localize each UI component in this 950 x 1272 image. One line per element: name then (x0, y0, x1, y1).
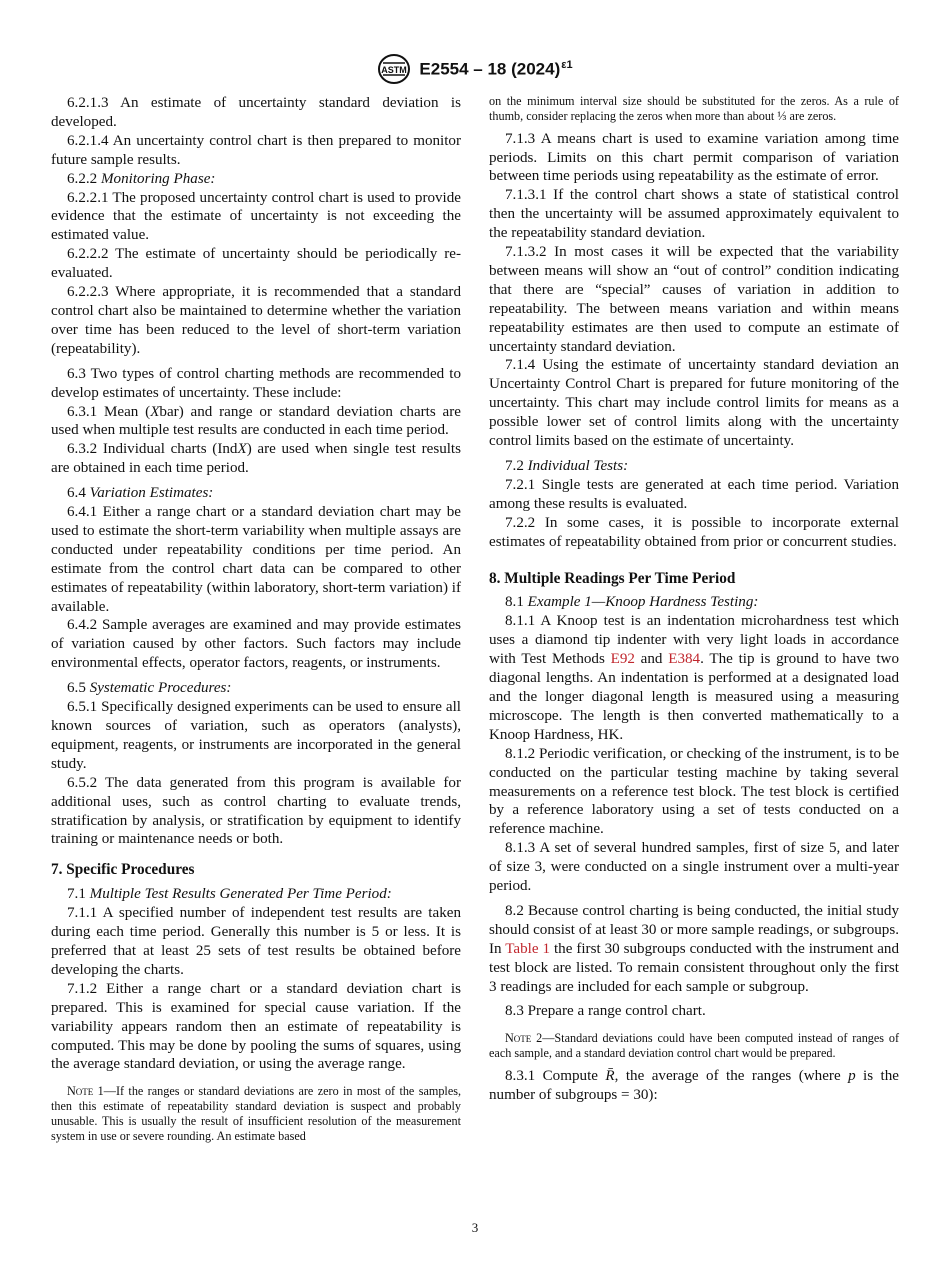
para-7-1-1: 7.1.1 A specified number of independent test results are taken during each time period. Generally this number is 5 or less. It is preferred that at least 25 sets of test results be obtained before developing the charts. (51, 905, 461, 978)
para-6-2-1-3: 6.2.1.3 An estimate of uncertainty standard deviation is developed. (51, 95, 461, 130)
para-7-1-3: 7.1.3 A means chart is used to examine variation among time periods. Limits on this chart permit comparison of variation between time periods using repeatability as the estimate of error. (489, 130, 899, 185)
para-7-2-2: 7.2.2 In some cases, it is possible to incorporate external estimates of repeatability obtained from prior or concurrent studies. (489, 514, 899, 550)
para-7-1-4: 7.1.4 Using the estimate of uncertainty standard deviation an Uncertainty Control Chart is prepared for future monitoring of the uncertainty. This chart may include control limits for means as a possible lower set of control limits along with the uncertainty control limits based on the estimate of uncertainty. (489, 357, 899, 450)
left-column (51, 94, 461, 1144)
para-6-3-1: 6.3.1 Mean (Xbar) and range or standard deviation charts are used when multiple test results are conducted in each time period. (51, 403, 461, 439)
para-6-3-2: 6.3.2 Individual charts (IndX) are used when single test results are obtained in each time period. (51, 441, 461, 477)
para-6-4-1: 6.4.1 Either a range chart or a standard deviation chart may be used to estimate the short-term variability when multiple assays are conducted under repeatability conditions per time period. An estimate from the control chart data can be compared to other estimates of repeatability (within laboratory, short-term variation) if available. (51, 504, 461, 615)
para-6-5-1: 6.5.1 Specifically designed experiments can be used to ensure all known sources of variation, such as operators (analysts), equipment, reagents, or instruments are incorporated in the general study. (51, 699, 461, 772)
para-8-1-3: 8.1.3 A set of several hundred samples, first of size 5, and later of size 3, were conducted on a single instrument over a multi-year period. (489, 840, 899, 895)
para-6-2-2-1: 6.2.2.1 The proposed uncertainty control chart is used to provide evidence that the estimate of uncertainty is not exceeding the estimated value. (51, 189, 461, 244)
para-7-2-1: 7.2.1 Single tests are generated at each time period. Variation among these results is evaluated. (489, 476, 899, 512)
para-6-4-2: 6.4.2 Sample averages are examined and may provide estimates of variation caused by other factors. Such factors may include environmental effects, operator factors, reagents, or instruments. (51, 617, 461, 672)
table-1-link[interactable]: Table 1 (505, 940, 551, 957)
page-header (0, 52, 950, 86)
note-1-continued: on the minimum interval size should be substituted for the zeros. As a rule of thumb, consider replacing the zeros when more than about ⅓ are zeros. (489, 94, 899, 123)
heading-6-2-2: 6.2.2 Monitoring Phase: (67, 170, 216, 187)
para-7-1-2: 7.1.2 Either a range chart or a standard deviation chart is prepared. This is examined for special cause variation. If the variability appears random then an estimate of repeatability is computed. This may be done by pooling the sums of squares, using the average standard deviation, or using the average range. (51, 980, 461, 1073)
para-6-2-2-2: 6.2.2.2 The estimate of uncertainty should be periodically re-evaluated. (51, 246, 461, 282)
note-1: Note 1—If the ranges or standard deviations are zero in most of the samples, then this estimate of repeatability standard deviation is suspect and probably unusable. This is usually the result of insufficient resolution of the measurement system in use or severe rounding. An estimate based (51, 1084, 462, 1143)
para-6-3: 6.3 Two types of control charting methods are recommended to develop estimates of uncertainty. These include: (51, 365, 461, 401)
para-8-1-1: 8.1.1 A Knoop test is an indentation microhardness test which uses a diamond tip indenter with very light loads in accordance with Test Methods E92 and E384. The tip is ground to have two diagonal lengths. An indentation is performed at a designated load and the longer diagonal length is measured using a measuring microscope. The length is then converted mathematically to a Knoop Hardness, HK. (489, 613, 899, 743)
epsilon-superscript: ε1 (561, 58, 573, 71)
para-8-1-2: 8.1.2 Periodic verification, or checking of the instrument, is to be conducted on the particular testing machine by taking several measurements on a reference test block. The test block is certified by a reference laboratory using a set of tests conducted on a reference machine. (489, 745, 900, 838)
para-7-1-3-1: 7.1.3.1 If the control chart shows a state of statistical control then the uncertainty will be assumed approximately equivalent to the repeatability standard deviation. (489, 187, 899, 242)
astm-logo-icon (377, 53, 411, 85)
para-7-1-3-2: 7.1.3.2 In most cases it will be expected that the variability between means will show an “out of control” condition indicating that there are “special” causes of variation in addition to repeatability. The between means variation and within means repeatability estimates are then used to compute an estimate of uncertainty standard deviation. (489, 244, 899, 355)
heading-6-5: 6.5 Systematic Procedures: (67, 680, 232, 697)
para-6-5-2: 6.5.2 The data generated from this program is available for additional uses, such as control charting to evaluate trends, stratification by analysis, or stratification by equipment to identify training or maintenance needs or both. (51, 774, 461, 848)
page-number: 3 (471, 1220, 479, 1235)
e92-link[interactable]: E92 (610, 651, 635, 668)
para-8-2: 8.2 Because control charting is being conducted, the initial study should consist of at least 30 or more sample readings, or subgroups. In Table 1 the first 30 subgroups conducted with the instrument and test block are listed. To remain consistent throughout only the first 3 readings are included for each sample or subgroup. (489, 902, 899, 995)
heading-7-1: 7.1 Multiple Test Results Generated Per Time Period: (67, 886, 392, 903)
heading-8-1: 8.1 Example 1—Knoop Hardness Testing: (505, 594, 759, 611)
heading-6-4: 6.4 Variation Estimates: (67, 485, 214, 502)
standard-designation: E2554 – 18 $(2024)^{\varepsilon 1}$ (419, 58, 573, 79)
e384-link[interactable]: E384 (668, 651, 701, 668)
para-8-3-1: 8.3.1 Compute R̄, the average of the ranges (where p is the number of subgroups = 30): (489, 1067, 899, 1103)
para-6-2-2-3: 6.2.2.3 Where appropriate, it is recommended that a standard control chart also be maintained to determine whether the variation over time has been reduced to the level of short-term variation (repeatability). (51, 284, 461, 357)
heading-7-2: 7.2 Individual Tests: (505, 458, 629, 474)
section-8-heading: 8. Multiple Readings Per Time Period (489, 569, 736, 587)
section-7-heading: 7. Specific Procedures (51, 861, 195, 879)
right-column (489, 94, 899, 1105)
para-6-2-1-4: 6.2.1.4 An uncertainty control chart is then prepared to monitor future sample results. (51, 132, 461, 168)
svg-text:ASTM: ASTM (381, 65, 408, 75)
para-8-3: 8.3 Prepare a range control chart. (505, 1003, 706, 1020)
note-2: Note 2—Standard deviations could have been computed instead of ranges of each sample, and a standard deviation control chart would be prepared. (489, 1031, 900, 1061)
